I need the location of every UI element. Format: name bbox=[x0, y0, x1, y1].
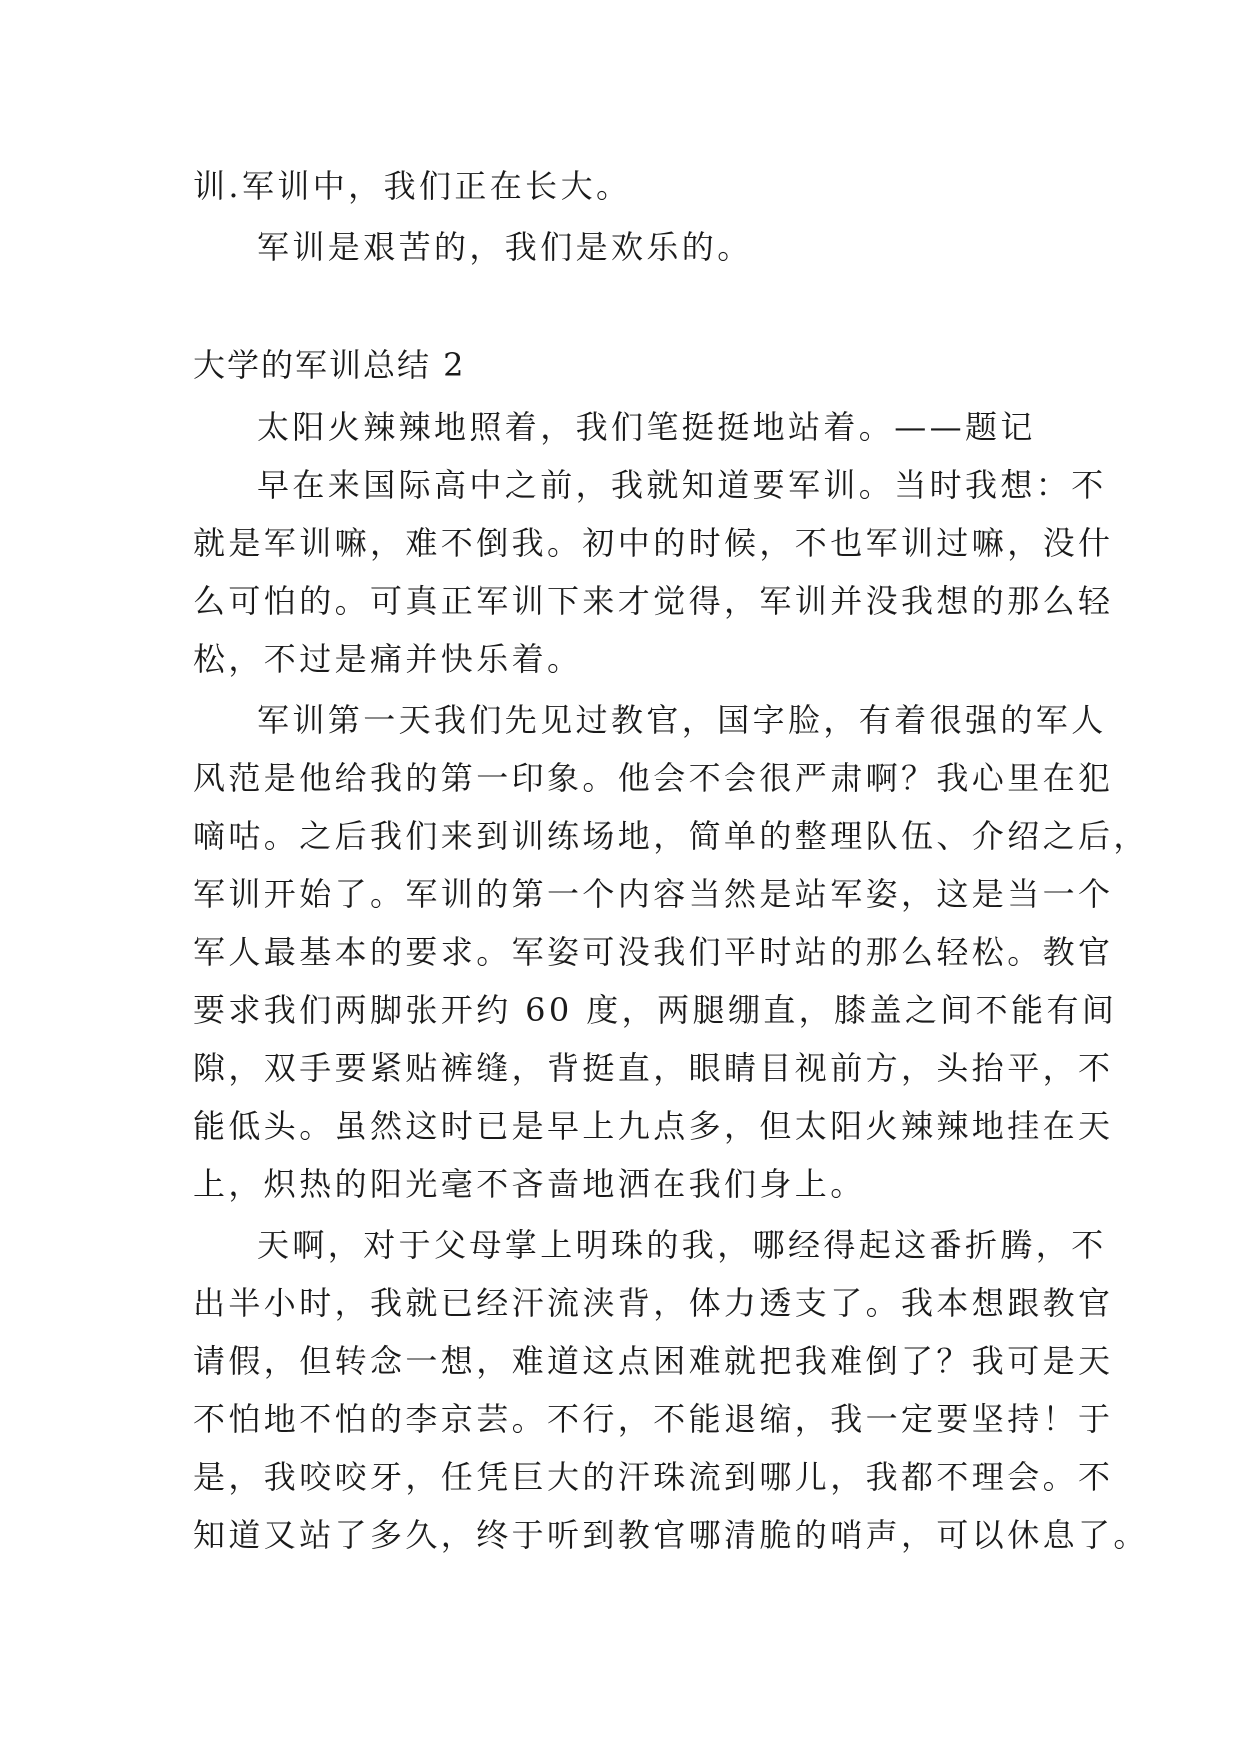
text-line: 松，不过是痛并快乐着。 bbox=[193, 640, 583, 678]
text-line: 能低头。虽然这时已是早上九点多，但太阳火辣辣地挂在天 bbox=[193, 1107, 1114, 1145]
text-line: 军训是艰苦的，我们是欢乐的。 bbox=[257, 228, 753, 266]
text-line: 嘀咕。之后我们来到训练场地，简单的整理队伍、介绍之后， bbox=[193, 817, 1149, 855]
text-line: 早在来国际高中之前，我就知道要军训。当时我想：不 bbox=[257, 466, 1107, 504]
text-line: 军训第一天我们先见过教官，国字脸，有着很强的军人 bbox=[257, 701, 1107, 739]
text-line: 要求我们两脚张开约 60 度，两腿绷直，膝盖之间不能有间 bbox=[193, 991, 1118, 1029]
text-line: 天啊，对于父母掌上明珠的我，哪经得起这番折腾，不 bbox=[257, 1226, 1107, 1264]
section-heading: 大学的军训总结 2 bbox=[193, 346, 466, 384]
text-line: 么可怕的。可真正军训下来才觉得，军训并没我想的那么轻 bbox=[193, 582, 1114, 620]
text-line: 风范是他给我的第一印象。他会不会很严肃啊？我心里在犯 bbox=[193, 759, 1114, 797]
text-line: 训.军训中，我们正在长大。 bbox=[193, 167, 632, 205]
text-line: 请假，但转念一想，难道这点困难就把我难倒了？我可是天 bbox=[193, 1342, 1114, 1380]
text-line: 不怕地不怕的李京芸。不行，不能退缩，我一定要坚持！于 bbox=[193, 1400, 1114, 1438]
text-line: 隙，双手要紧贴裤缝，背挺直，眼睛目视前方，头抬平，不 bbox=[193, 1049, 1114, 1087]
text-line: 是，我咬咬牙，任凭巨大的汗珠流到哪儿，我都不理会。不 bbox=[193, 1458, 1114, 1496]
text-line: 知道又站了多久，终于听到教官哪清脆的哨声，可以休息了。 bbox=[193, 1516, 1149, 1554]
text-line: 就是军训嘛，难不倒我。初中的时候，不也军训过嘛，没什 bbox=[193, 524, 1114, 562]
text-line: 出半小时，我就已经汗流浃背，体力透支了。我本想跟教官 bbox=[193, 1284, 1114, 1322]
epigraph-line: 太阳火辣辣地照着，我们笔挺挺地站着。——题记 bbox=[257, 408, 1036, 446]
text-line: 上，炽热的阳光毫不吝啬地洒在我们身上。 bbox=[193, 1165, 866, 1203]
text-line: 军训开始了。军训的第一个内容当然是站军姿，这是当一个 bbox=[193, 875, 1114, 913]
text-line: 军人最基本的要求。军姿可没我们平时站的那么轻松。教官 bbox=[193, 933, 1114, 971]
